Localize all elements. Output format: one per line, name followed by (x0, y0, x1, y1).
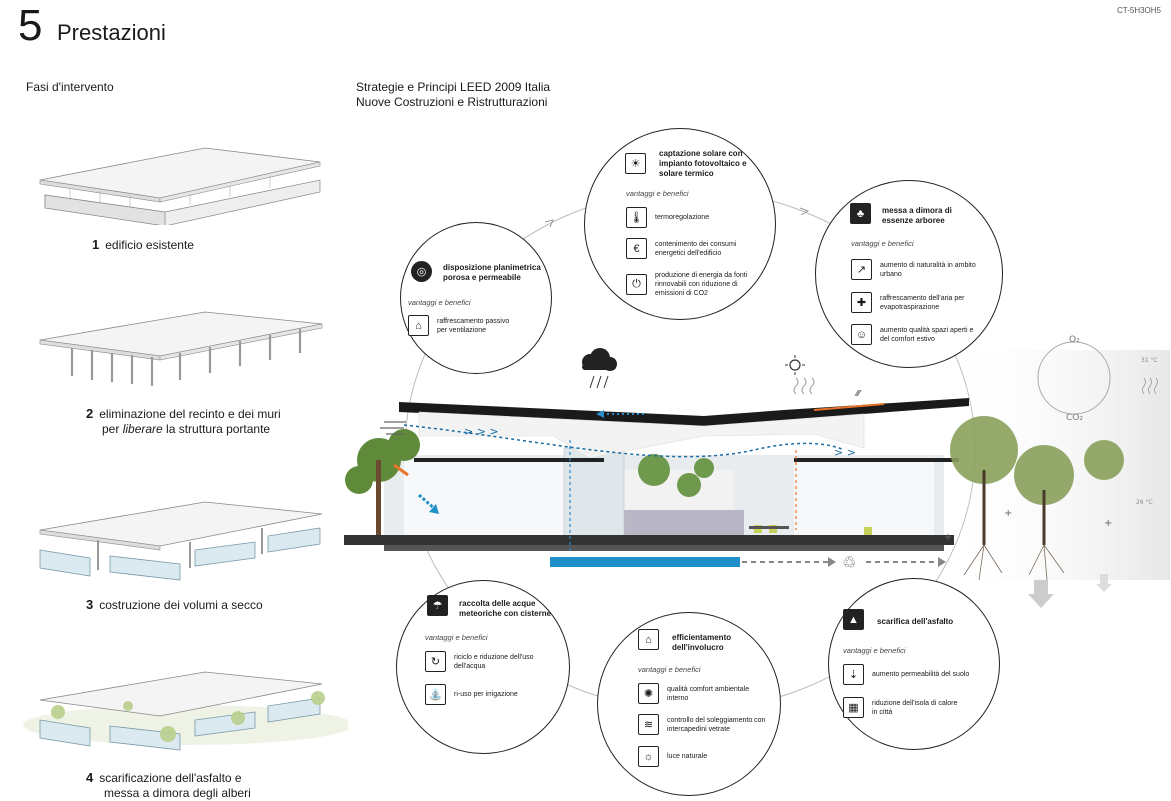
phase-3-drawing (30, 500, 330, 585)
svg-text:♲: ♲ (842, 553, 857, 572)
smiley-icon: ☺ (851, 324, 872, 345)
phase-1-drawing (30, 140, 330, 225)
temperature-high-label: 31 °C (1141, 357, 1158, 364)
phases-heading: Fasi d'intervento (26, 80, 114, 94)
phase-3-label: 3 costruzione dei volumi a secco (86, 597, 263, 612)
strategy-porous-layout: ◎ disposizione planimetrica porosa e permeabile vantaggi e benefici ⌂ raffrescamento passivo per ventilazione (400, 222, 552, 374)
strategy-tree-planting: ♣ messa a dimora di essenze arboree vantaggi e benefici ↗ aumento di naturalità in ambito urbano ✚ raffrescamento dell'aria per evapotraspirazione ☺ aumento qualità spazi aperti e del comfort estivo (815, 180, 1003, 368)
temperature-low-label: 26 °C (1136, 499, 1153, 506)
strategy-envelope: ⌂ efficientamento dell'involucro vantaggi e benefici ✺ qualità comfort ambientale interno ≋ controllo del soleggiamento con intercapedini vetrate ☼ luce naturale (597, 612, 781, 796)
phase-1-label: 1 edificio esistente (92, 237, 194, 252)
o2-label: O₂ (1069, 335, 1080, 345)
svg-text:⁄⁄⁄: ⁄⁄⁄ (856, 389, 861, 398)
irrigation-icon: ⛲ (425, 684, 446, 705)
page-title: Prestazioni (57, 20, 166, 45)
strategies-heading: Strategie e Principi LEED 2009 Italia Nuove Costruzioni e Ristrutturazioni (356, 80, 551, 109)
section-number: 5 (18, 1, 43, 50)
sun-icon: ☼ (638, 746, 659, 767)
project-code: CT-5H3OH5 (1116, 6, 1161, 15)
plug-leaf-icon: ⏻ (626, 274, 647, 295)
phase-2-label: 2 eliminazione del recinto e dei muri per liberare la struttura portante (86, 406, 281, 436)
tree-icon: ♣ (850, 203, 871, 224)
house-wind-icon: ⌂ (408, 315, 429, 336)
rain-tank-icon: ☂ (427, 595, 448, 616)
thermometer-icon: 🌡 (626, 207, 647, 228)
strategy-asphalt-removal: ▲ scarifica dell'asfalto vantaggi e benefici ⇣ aumento permeabilità del suolo ▦ riduzione dell'isola di calore in città (828, 578, 1000, 750)
porous-layout-icon: ◎ (411, 261, 432, 282)
euro-minus-icon: € (626, 238, 647, 259)
strategy-solar-capture: ☀ captazione solare con impianto fotovoltaico e solare termico vantaggi e benefici 🌡 termoregolazione € contenimento dei consumi energetici dell'edificio ⏻ produzione di energia da fonti rinnovabili con riduzione di emissioni di CO2 (584, 128, 776, 320)
plant-plus-icon: ✚ (851, 292, 872, 313)
envelope-icon: ⌂ (638, 629, 659, 650)
growth-chart-icon: ↗ (851, 259, 872, 280)
heat-island-icon: ▦ (843, 697, 864, 718)
phase-4-drawing (18, 670, 348, 755)
asphalt-icon: ▲ (843, 609, 864, 630)
wave-glass-icon: ≋ (638, 714, 659, 735)
comfort-badge-icon: ✺ (638, 683, 659, 704)
airflow-out-label: > > (834, 446, 856, 459)
svg-text:+: + (1004, 508, 1013, 519)
phase-4-label: 4 scarificazione dell'asfalto e messa a dimora degli alberi (86, 770, 251, 800)
strategy-rainwater: ☂ raccolta delle acque meteoriche con cisterne vantaggi e benefici ↻ riciclo e riduzione dell'uso dell'acqua ⛲ ri-uso per irrigazione (396, 580, 570, 754)
permeability-icon: ⇣ (843, 664, 864, 685)
svg-text:+: + (1104, 518, 1113, 529)
airflow-in-label: > > > (464, 425, 499, 438)
phase-2-drawing (30, 310, 330, 390)
co2-label: CO₂ (1066, 413, 1083, 423)
svg-text:+: + (944, 532, 953, 543)
water-cycle-icon: ↻ (425, 651, 446, 672)
solar-panel-icon: ☀ (625, 153, 646, 174)
